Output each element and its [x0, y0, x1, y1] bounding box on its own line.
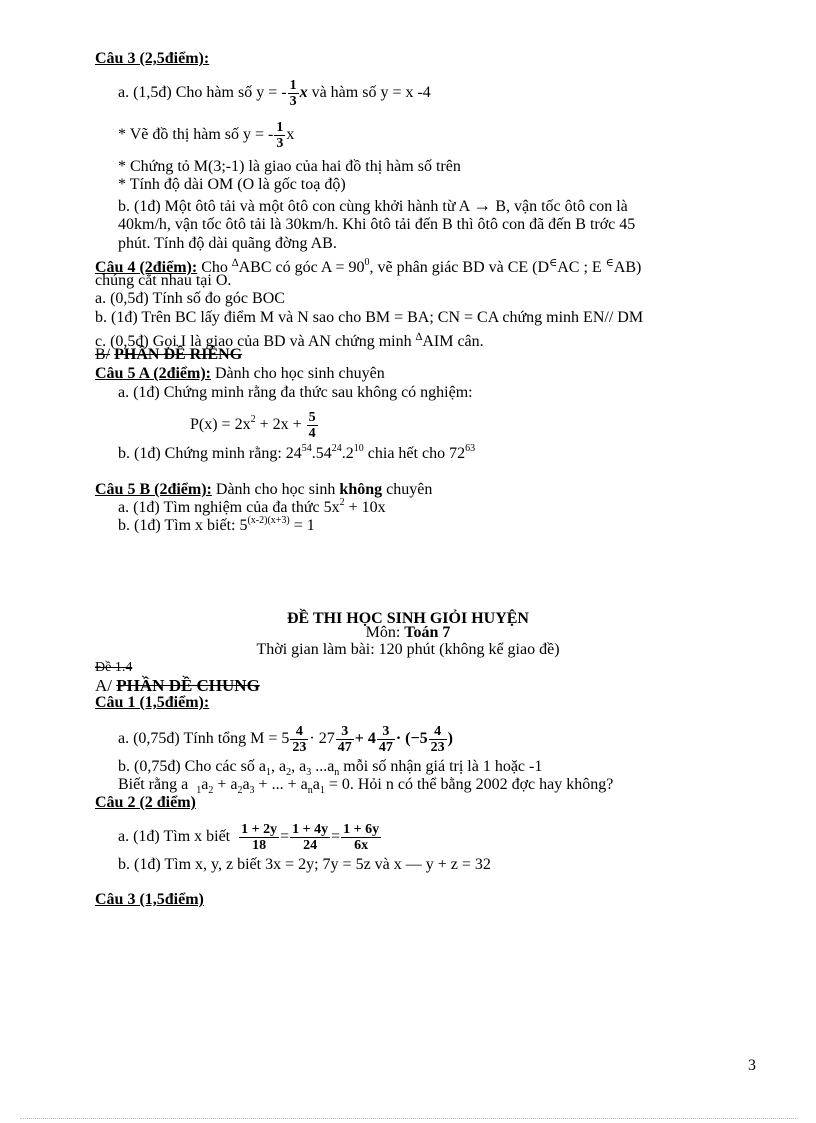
cau4-heading: Câu 4 (2điểm): [95, 259, 198, 276]
cau4-b: b. (1đ) Trên BC lấy điểm M và N sao cho BM = BA; CN = CA chứng minh EN// DM [95, 309, 644, 326]
fraction: $\frac{1 + 2y}{18}$ [241, 822, 278, 853]
cau3-length: * Tính độ dài OM (O là gốc toạ độ) [118, 176, 346, 193]
cau5b-heading-line: Câu 5 B (2điểm): Dành cho học sinh không chuyên [95, 481, 433, 498]
exam-time: Thời gian làm bài: 120 phút (không kể giao đề) [256, 641, 560, 658]
cau1-heading: Câu 1 (1,5điểm): [95, 694, 210, 711]
cau3-b-line3: phút. Tính độ dài quãng đờng AB. [118, 235, 337, 252]
phan-rieng-heading: B/ PHẦN ĐỀ RIÊNG [95, 346, 243, 363]
cau1-a: a. (0,75đ) Tính tổng M = 5 $\frac{4}{23}$ · 27 $\frac{3}{47}$ + 4 $\frac{3}{47}$ · (−5 $\frac{4}{23}$ ) [118, 724, 453, 755]
fraction: $\frac{3}{47}$ [378, 724, 393, 755]
cau1-b: b. (0,75đ) Cho các số $a_1$, $a_2$, $a_3$ $...a_n$ mỗi số nhận giá trị là 1 hoặc -1 [118, 758, 543, 779]
fraction: $\frac{1 + 6y}{6x}$ [343, 822, 380, 853]
cau3-a-text: a. (1,5đ) Cho hàm số y = - [118, 84, 287, 102]
fraction: $\frac{4}{23}$ [292, 724, 307, 755]
cau3-a [118, 78, 431, 109]
cau4-c: c. (0,5đ) Gọi I là giao của BD và AN chứng minh ∆AIM cân. [95, 331, 484, 350]
cau5a-px: $P(x) = 2x^2 + 2x$ + $\frac{5}{4}$ [190, 410, 316, 441]
fraction: $\frac{3}{47}$ [337, 724, 352, 755]
triangle-icon: ∆ [231, 257, 239, 269]
cau2-heading: Câu 2 (2 điểm) [95, 794, 196, 811]
fraction: $\frac{1}{3}$ [289, 78, 297, 109]
cau2-b: b. (1đ) Tìm x, y, z biết 3x = 2y; 7y = 5z và x — y + z = 32 [118, 856, 491, 873]
cau2-a: a. (1đ) Tìm x biết $\frac{1 + 2y}{18}$ = $\frac{1 + 4y}{24}$ = $\frac{1 + 6y}{6x}$ [118, 822, 380, 853]
fraction: $\frac{1 + 4y}{24}$ [292, 822, 329, 853]
exam-title: ĐỀ THI HỌC SINH GIỎI HUYỆN [287, 610, 529, 627]
cau5b-b: b. (1đ) Tìm x biết: $5^{(x-2)(x+3)} = 1$ [118, 515, 315, 534]
element-of-icon: ∈ [605, 257, 614, 269]
cau5a-heading-line: Câu 5 A (2điểm): Dành cho học sinh chuyên [95, 365, 385, 382]
cau3-draw: * Vẽ đồ thị hàm số y = - $\frac{1}{3}$ x [118, 120, 295, 151]
cau3-a-post: và hàm số y = x -4 [311, 84, 431, 102]
cau3-prove: * Chứng tỏ M(3;-1) là giao của hai đồ thị hàm số trên [118, 158, 461, 175]
triangle-icon: ∆ [415, 331, 423, 343]
cau1-b2: Biết rằng a $_1a_2 + a_2a_3$ + ... + $a_na_1 = 0$. Hỏi n có thể bằng 2002 đợc hay không? [118, 776, 614, 797]
cau3-b-line1: b. (1đ) Một ôtô tải và một ôtô con cùng khởi hành từ A → B, vận tốc ôtô con là [118, 195, 628, 215]
page-divider [20, 1118, 796, 1119]
cau4-line1: Câu 4 (2điểm): Cho ∆ABC có góc $A = 90^0$, vẽ phân giác BD và CE (D∈AC ; E ∈AB) [95, 257, 642, 276]
cau3-b-line2: 40km/h, vận tốc ôtô tải là 30km/h. Khi ôtô tải đến B thì ôtô con đã đến B trớc 45 [118, 216, 636, 233]
cau3-heading: Câu 3 (2,5điểm): [95, 50, 210, 67]
cau5a-b: b. (1đ) Chứng minh rằng: $24^{54}.54^{24}.2^{10}$ chia hết cho $72^{63}$ [118, 443, 476, 462]
cau3b-heading: Câu 3 (1,5điểm) [95, 891, 204, 908]
exam-subject: Môn: Toán 7 [365, 624, 451, 641]
fraction: $\frac{1}{3}$ [276, 120, 284, 151]
page-number: 3 [748, 1057, 756, 1074]
cau4-line2: chúng cắt nhau tại O. [95, 272, 232, 289]
cau5b-a: a. (1đ) Tìm nghiệm của đa thức $5x^2 + 10x$ [118, 497, 386, 516]
exam-code: Đề 1.4 [95, 660, 133, 675]
fraction: $\frac{4}{23}$ [430, 724, 445, 755]
arrow-icon: → [473, 195, 492, 215]
fraction: $\frac{5}{4}$ [308, 410, 316, 441]
var-x: x [299, 84, 308, 102]
cau4-a: a. (0,5đ) Tính số đo góc BOC [95, 290, 285, 307]
cau5b-heading: Câu 5 B (2điểm): [95, 481, 212, 498]
common-heading: A/ PHẦN ĐỀ CHUNG [95, 676, 260, 695]
cau5a-heading: Câu 5 A (2điểm): [95, 365, 211, 382]
cau5a-a: a. (1đ) Chứng minh rằng đa thức sau không có nghiệm: [118, 384, 473, 401]
element-of-icon: ∈ [549, 257, 558, 269]
